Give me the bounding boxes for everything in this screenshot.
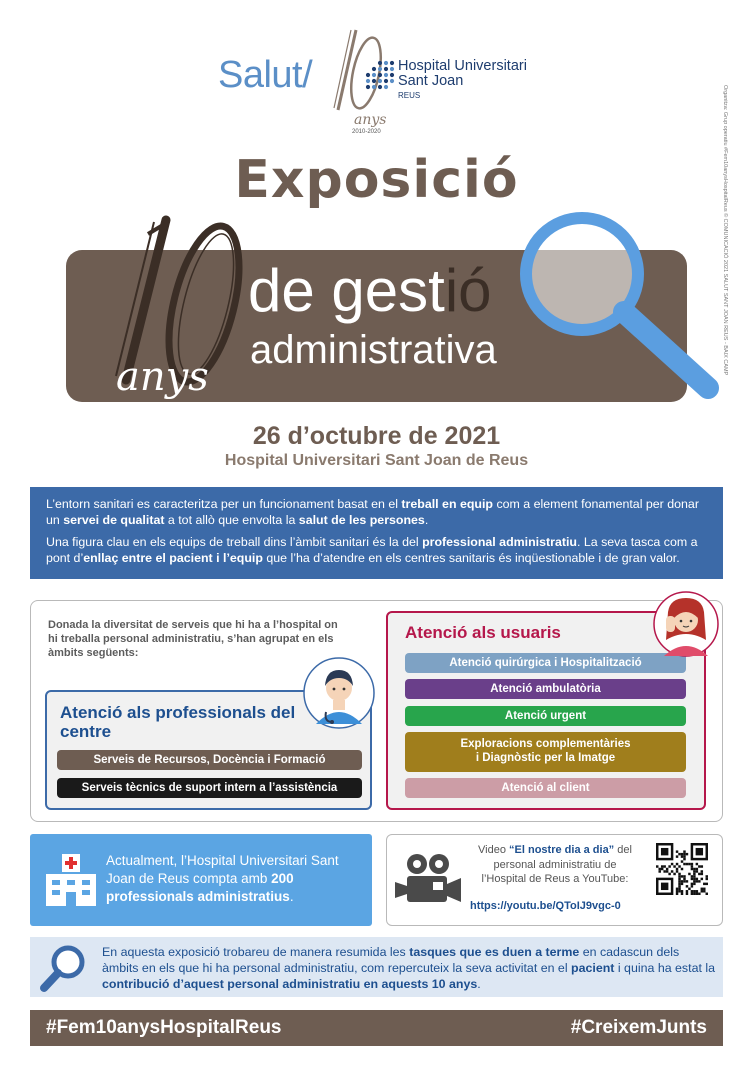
- banner-line-1: de gestió: [248, 257, 492, 324]
- intro-paragraph-2: Una figura clau en els equips de treball dins l’àmbit sanitari és la del professional administratiu. La seva tasca com a pont d’enllaç entre el pacient i l’equip que l’ha d’atendre en els centres sanitaris és inqüestionable i de gran valor.: [46, 535, 698, 565]
- hashtag-bar: [30, 1010, 723, 1046]
- summary-text: En aquesta exposició trobareu de manera resumida les tasques que es duen a terme en cadascun dels àmbits en els que hi ha personal administratiu, com repercuteix la seva activitat en el pacient i quina ha estat la contribució d’aquest personal administratiu en aquests 10 anys.: [102, 945, 715, 991]
- youtube-link[interactable]: https://youtu.be/QToIJ9vgc-0: [470, 900, 621, 912]
- hospital-dots-icon: [365, 60, 395, 92]
- users-item: Atenció quirúrgica i Hospitalització: [405, 653, 686, 673]
- banner-line-2: administrativa: [250, 328, 497, 372]
- side-credit: Organitza: Grup operatiu #Fem10anysHospitalReus © COMUNICACIÓ 2021 SALUT SANT JOAN REUS - BAIX CAMP: [722, 85, 728, 376]
- intro-box: [30, 487, 723, 579]
- film-camera-icon: [393, 852, 463, 908]
- doctor-avatar-icon: [302, 656, 376, 730]
- magnifier-icon: [520, 212, 735, 412]
- users-item: Atenció ambulatòria: [405, 679, 686, 699]
- logo-anys: anys: [354, 112, 387, 128]
- areas-intro-text: Donada la diversitat de serveis que hi ha a l’hospital on hi treballa personal administratiu, s’han agrupat en els àmbits següents:: [48, 619, 338, 659]
- logo-years-range: 2010-2020: [352, 129, 381, 135]
- hashtag-right: #CreixemJunts: [570, 1017, 707, 1038]
- intro-paragraph-1: L’entorn sanitari es caracteritza per un funcionament basat en el treball en equip com a element fonamental per donar un servei de qualitat a tot allò que envolta la salut de les persones.: [46, 497, 699, 527]
- event-date: 26 d’octubre de 2021: [252, 422, 501, 450]
- logo-salut-text: Salut/: [218, 54, 313, 96]
- professionals-item: Serveis tècnics de suport intern a l’assistència: [57, 778, 362, 798]
- users-item: Atenció al client: [405, 778, 686, 798]
- event-venue: Hospital Universitari Sant Joan de Reus: [224, 452, 529, 469]
- professionals-title: Atenció als professionals del centre: [60, 703, 296, 741]
- users-title: Atenció als usuaris: [405, 623, 561, 642]
- logo-hospital-name: Hospital Universitari Sant Joan: [398, 58, 527, 89]
- users-item: Atenció urgent: [405, 706, 686, 726]
- users-item: Exploracions complementàries i Diagnòstic per la Imatge: [405, 732, 686, 772]
- search-magnifier-icon: [38, 942, 90, 994]
- banner-anys: anys: [116, 354, 209, 400]
- receptionist-avatar-icon: [652, 590, 720, 658]
- hashtag-left: #Fem10anysHospitalReus: [46, 1017, 282, 1038]
- hospital-building-icon: [44, 852, 98, 908]
- page-title: Exposició: [234, 150, 519, 210]
- hospital-logo: [0, 28, 753, 138]
- video-description: Video “El nostre dia a dia” del personal administratiu de l’Hospital de Reus a YouTube:: [478, 844, 632, 885]
- logo-city: REUS: [398, 91, 421, 100]
- qr-code-icon[interactable]: [656, 843, 708, 895]
- banner-ten-years-mark-icon: [96, 212, 266, 422]
- staff-text: Actualment, l’Hospital Universitari Sant Joan de Reus compta amb 200 professionals administratius.: [106, 853, 339, 904]
- professionals-item: Serveis de Recursos, Docència i Formació: [57, 750, 362, 770]
